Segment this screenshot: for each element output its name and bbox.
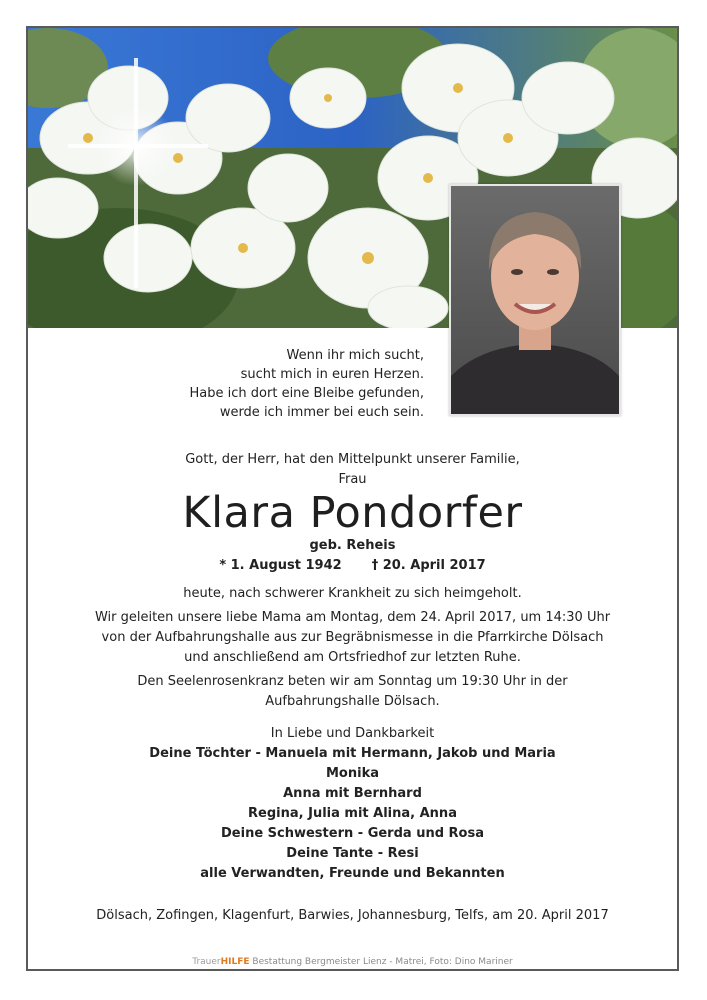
- mourner-line: Deine Schwestern - Gerda und Rosa: [221, 826, 484, 841]
- funeral-line: von der Aufbahrungshalle aus zur Begräbnismesse in die Pfarrkirche Dölsach: [101, 630, 604, 645]
- mourner-line: Monika: [326, 766, 379, 781]
- poem-line: Wenn ihr mich sucht,: [286, 348, 424, 363]
- mourner-line: alle Verwandten, Freunde und Bekannten: [200, 866, 505, 881]
- poem: [148, 346, 424, 422]
- mourner-line: Regina, Julia mit Alina, Anna: [248, 806, 457, 821]
- brand-logo-part: HILFE: [220, 957, 250, 967]
- poem-line: sucht mich in euren Herzen.: [240, 367, 424, 382]
- maiden-name: geb. Reheis: [309, 538, 396, 553]
- poem-line: Habe ich dort eine Bleibe gefunden,: [189, 386, 424, 401]
- portrait-image: [451, 186, 619, 414]
- funeral-line: Wir geleiten unsere liebe Mama am Montag, dem 24. April 2017, um 14:30 Uhr: [94, 610, 611, 625]
- portrait-photo: [449, 184, 621, 416]
- announcement: heute, nach schwerer Krankheit zu sich heimgeholt.: [183, 586, 522, 601]
- poem-line: werde ich immer bei euch sein.: [219, 405, 424, 420]
- rosary-line: Aufbahrungshalle Dölsach.: [265, 694, 440, 709]
- brand-logo-part: Trauer: [192, 957, 221, 967]
- death-date: † 20. April 2017: [371, 558, 486, 573]
- footer-text: Bestattung Bergmeister Lienz - Matrei, Foto: Dino Mariner: [249, 957, 513, 967]
- footer-credit: [28, 957, 677, 967]
- birth-date: * 1. August 1942: [219, 558, 342, 573]
- funeral-line: und anschließend am Ortsfriedhof zur letzten Ruhe.: [184, 650, 521, 665]
- mourners-intro: In Liebe und Dankbarkeit: [270, 726, 435, 741]
- deceased-name: Klara Pondorfer: [182, 488, 523, 538]
- mourner-line: Anna mit Bernhard: [283, 786, 422, 801]
- honorific: Frau: [338, 472, 367, 487]
- life-dates: [28, 556, 677, 576]
- obituary-frame: [26, 26, 679, 971]
- mourner-line: Deine Töchter - Manuela mit Hermann, Jakob und Maria: [149, 746, 556, 761]
- rosary-line: Den Seelenrosenkranz beten wir am Sonntag um 19:30 Uhr in der: [137, 674, 568, 689]
- intro-text: Gott, der Herr, hat den Mittelpunkt unserer Familie,: [185, 452, 520, 467]
- places-date: Dölsach, Zofingen, Klagenfurt, Barwies, Johannesburg, Telfs, am 20. April 2017: [96, 908, 609, 923]
- mourner-line: Deine Tante - Resi: [286, 846, 419, 861]
